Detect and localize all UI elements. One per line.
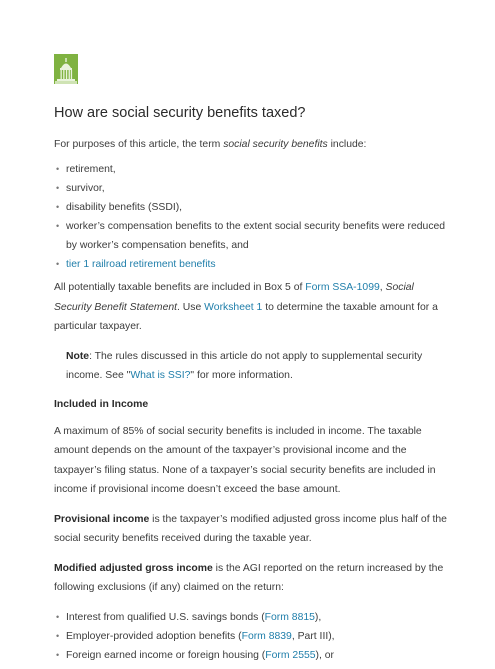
- list-item-text: retirement,: [66, 164, 116, 175]
- box5-text: . Use: [177, 301, 205, 313]
- list-item-text: survivor,: [66, 183, 105, 194]
- section-heading-included: Included in Income: [54, 398, 149, 410]
- box5-text: All potentially taxable benefits are included in Box 5 of: [54, 282, 306, 293]
- what-is-ssi-link[interactable]: What is SSI?: [130, 369, 191, 381]
- bullet-icon: •: [56, 164, 60, 174]
- included-paragraph: A maximum of 85% of social security benefits is included in income. The taxable amount depends on the amount of the taxpayer’s provisional income and the taxpayer’s filing status. None of a taxpayer’s social security benefits are included in income if provisional income doesn’t exceed the base amount.: [54, 425, 436, 495]
- provisional-income-term: Provisional income: [54, 513, 150, 525]
- exclusion-text: ),: [314, 611, 322, 623]
- list-item-text: worker’s compensation benefits to the extent social security benefits were reduced by worker’s compensation benefits, and: [66, 221, 446, 251]
- exclusion-text: Interest from qualified U.S. savings bonds (: [66, 611, 265, 623]
- railroad-benefits-link[interactable]: tier 1 railroad retirement benefits: [66, 259, 216, 270]
- list-item: [54, 217, 454, 255]
- intro-text: For purposes of this article, the term: [54, 139, 224, 150]
- list-item: [54, 198, 454, 217]
- magi-text: is the AGI reported on the return increased by the following exclusions (if any) claimed on the return:: [54, 562, 444, 593]
- worksheet-1-link[interactable]: Worksheet 1: [204, 301, 263, 313]
- provisional-income-text: is the taxpayer’s modified adjusted gross income plus half of the social security benefits received during the taxable year.: [54, 513, 447, 544]
- list-item: [54, 160, 454, 179]
- page-title: How are social security benefits taxed?: [54, 105, 306, 121]
- intro-term: social security benefits: [223, 139, 328, 150]
- bullet-icon: •: [56, 183, 60, 193]
- note-text: " for more information.: [190, 369, 293, 381]
- form-2555-link[interactable]: Form 2555: [265, 649, 316, 661]
- exclusion-text: , Part III),: [291, 630, 335, 642]
- note-label: Note: [66, 350, 90, 362]
- magi-term: Modified adjusted gross income: [54, 562, 213, 574]
- form-title: Social Security Benefit Statement: [54, 282, 414, 313]
- list-item: [54, 627, 454, 646]
- exclusion-text: ), or: [315, 649, 335, 661]
- exclusion-text: Employer-provided adoption benefits (: [66, 630, 242, 642]
- form-ssa-1099-link[interactable]: Form SSA-1099: [305, 282, 380, 293]
- box5-paragraph: [54, 278, 454, 337]
- bullet-icon: •: [56, 611, 60, 622]
- box5-text: ,: [379, 282, 386, 293]
- provisional-income-paragraph: [54, 510, 454, 549]
- note-paragraph: [66, 347, 454, 385]
- intro-paragraph: [54, 135, 454, 154]
- benefit-types-list: [54, 160, 454, 274]
- bullet-icon: •: [56, 221, 60, 231]
- list-item: [54, 608, 454, 627]
- note-text: : The rules discussed in this article do not apply to supplemental security income. See ": [66, 350, 423, 381]
- bullet-icon: •: [56, 259, 60, 269]
- bullet-icon: •: [56, 649, 60, 660]
- article-content: [54, 103, 454, 669]
- box5-text: to determine the taxable amount for a particular taxpayer.: [54, 301, 438, 332]
- list-item-text: disability benefits (SSDI),: [66, 202, 183, 213]
- list-item: [54, 255, 454, 274]
- capitol-building-icon: [54, 54, 78, 84]
- bullet-icon: •: [56, 630, 60, 641]
- magi-paragraph: [54, 559, 454, 598]
- exclusion-text: Foreign earned income or foreign housing (: [66, 649, 266, 661]
- list-item: [54, 646, 454, 665]
- exclusions-list: [54, 608, 454, 665]
- form-8815-link[interactable]: Form 8815: [264, 611, 315, 623]
- intro-text-end: include:: [327, 139, 367, 150]
- bullet-icon: •: [56, 202, 60, 212]
- list-item: [54, 179, 454, 198]
- form-8839-link[interactable]: Form 8839: [241, 630, 292, 642]
